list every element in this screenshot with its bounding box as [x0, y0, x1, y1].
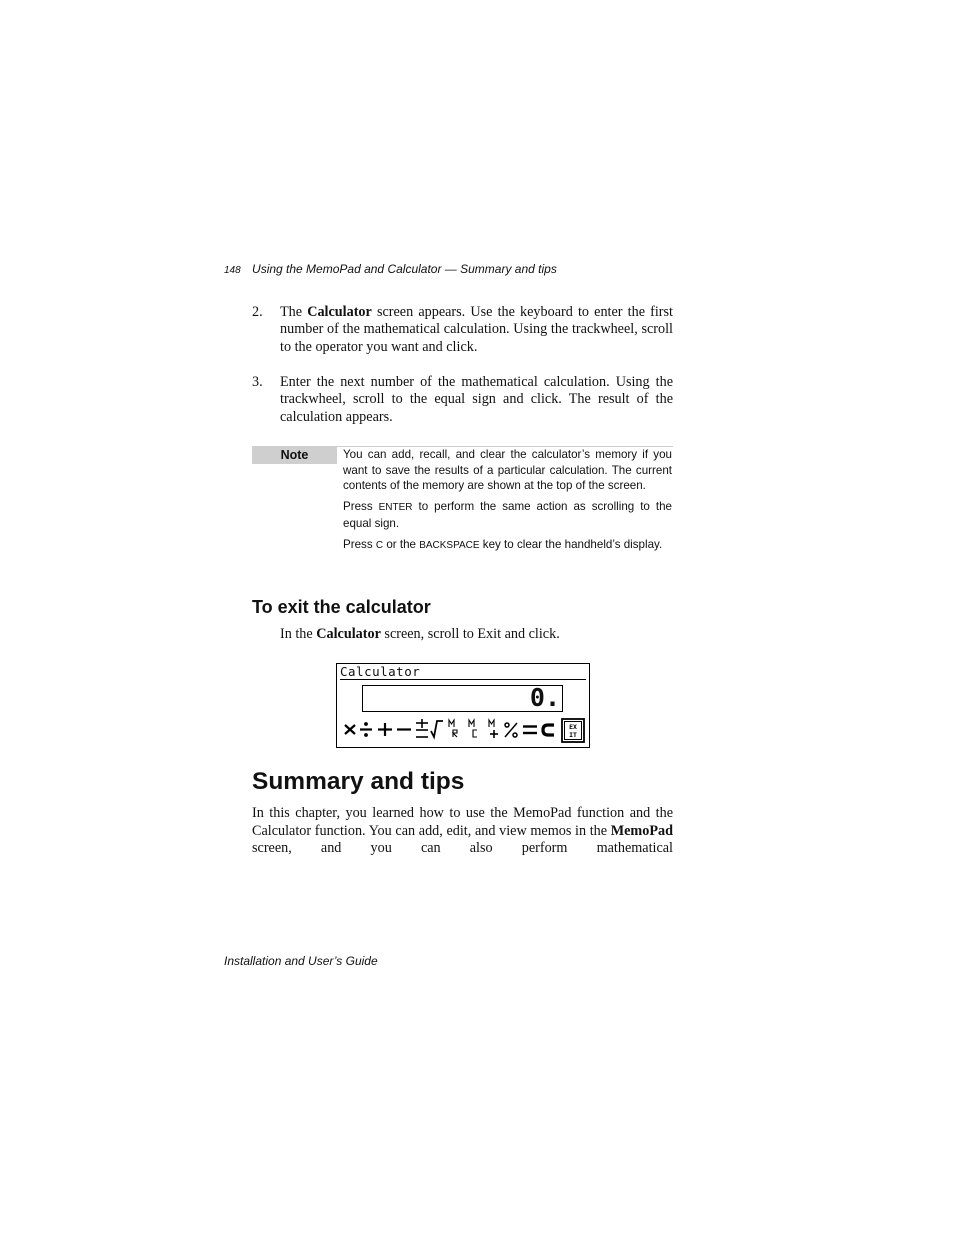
plus-minus-icon	[416, 719, 428, 737]
divide-icon	[360, 723, 372, 736]
plus-icon	[378, 723, 392, 736]
note-paragraph: Press C or the BACKSPACE key to clear the handheld’s display.	[343, 537, 663, 551]
step-text: Enter the next number of the mathematical calculation. Using the trackwheel, scroll to the equal sign and click. The result of the calculation appears.	[280, 374, 673, 425]
summary-paragraph: In this chapter, you learned how to use the MemoPad function and the Calculator function. You can add, edit, and view memos in the MemoPad screen, and you can also perform mathematical	[252, 805, 673, 857]
operator-row	[343, 717, 587, 743]
exit-icon	[562, 719, 584, 742]
step-2	[252, 304, 673, 356]
step-number: 3.	[252, 374, 263, 390]
note-paragraph: You can add, recall, and clear the calculator’s memory if you want to save the results of a particular calculation. The current contents of the memory are shown at the top of the screen.	[343, 448, 672, 493]
multiply-icon	[345, 725, 355, 734]
summary-heading: Summary and tips	[252, 768, 465, 795]
square-root-icon	[431, 721, 443, 737]
exit-instruction: In the Calculator screen, scroll to Exit and click.	[280, 626, 560, 642]
running-header	[224, 262, 557, 276]
clear-icon	[543, 725, 554, 735]
page-footer: Installation and User’s Guide	[224, 954, 378, 968]
exit-calculator-heading: To exit the calculator	[252, 597, 431, 617]
note-paragraph: Press ENTER to perform the same action as scrolling to the equal sign.	[343, 500, 672, 530]
step-number: 2.	[252, 304, 263, 320]
memory-recall-icon	[449, 720, 457, 737]
calculator-title: Calculator	[340, 664, 421, 679]
note-label: Note	[252, 447, 337, 464]
memory-add-icon	[489, 720, 498, 738]
display-value: 0.	[529, 683, 560, 712]
svg-text:EX: EX	[569, 723, 577, 731]
note-body	[343, 447, 672, 558]
memory-clear-icon	[469, 720, 477, 737]
title-underline	[340, 679, 586, 680]
step-text: The Calculator screen appears. Use the keyboard to enter the first number of the mathematical calculation. Using the trackwheel, scroll to the operator you want and click.	[280, 304, 673, 355]
percent-icon	[505, 723, 517, 737]
page-number: 148	[224, 265, 241, 276]
running-title: Using the MemoPad and Calculator — Summary and tips	[252, 262, 557, 276]
svg-text:IT: IT	[569, 731, 577, 739]
calculator-display	[362, 685, 563, 712]
equals-icon	[523, 727, 537, 734]
step-3	[252, 374, 673, 426]
calculator-screenshot	[336, 663, 590, 748]
